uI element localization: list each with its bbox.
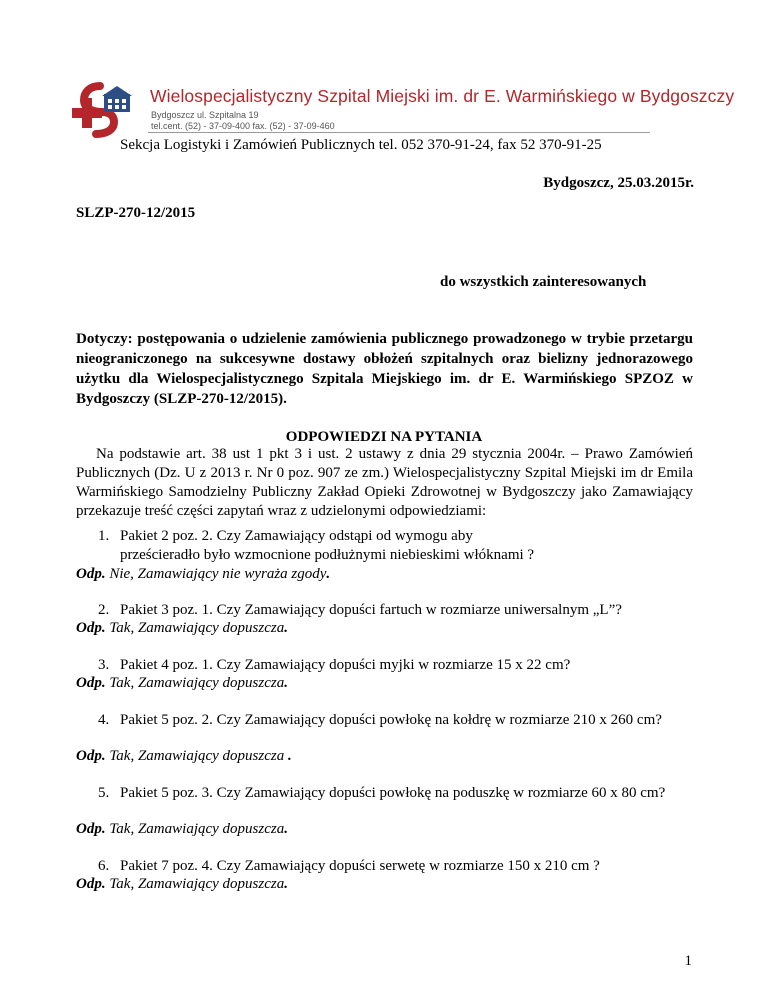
qa-item-6 [98,857,718,876]
qa-number: 3. [98,657,110,673]
heading: ODPOWIEDZI NA PYTANIA [285,429,483,445]
place-date: Bydgoszcz, 25.03.2015r. [543,175,694,191]
page-number: 1 [684,953,692,969]
intro-paragraph: Na podstawie art. 38 ust 1 pkt 3 i ust. 2 ustawy z dnia 29 stycznia 2004r. – Prawo Zamówień Publicznych (Dz. U z 2013 r. Nr 0 poz. 907 ze zm.) Wielospecjalistyczny Szpital Miejski im dr Emila Warmińskiego Samodzielny Publiczny Zakład Opieki Zdrowotnej w Bydgoszczy jako Zamawiający przekazuje treść części zapytań wraz z udzielonymi odpowiedziami: [76,446,693,519]
answer-prefix: Odp. [76,620,106,636]
qa-question: Pakiet 5 poz. 3. Czy Zamawiający dopuści powłokę na poduszkę w rozmiarze 60 x 80 cm? [120,785,666,801]
qa-question: Pakiet 7 poz. 4. Czy Zamawiający dopuści serwetę w rozmiarze 150 x 210 cm ? [120,858,600,874]
answer-text: Tak, Zamawiający dopuszcza [109,675,285,691]
answer-end: . [284,821,288,837]
answer-end: . [284,620,288,636]
subject: Dotyczy: postępowania o udzielenie zamówienia publicznego prowadzonego w trybie przetargu nieograniczonego na sukcesywne dostawy obłożeń szpitalnych oraz bielizny jednorazowego użytku dla Wielospecjalistycznego Szpitala Miejskiego im. dr E. Warmińskiego SPZOZ w Bydgoszczy (SLZP-270-12/2015). [76,331,693,407]
answer-prefix: Odp. [76,876,106,892]
qa-answer-3 [76,675,288,692]
qa-answer-4 [76,748,292,765]
answer-text: Tak, Zamawiający dopuszcza [109,876,285,892]
qa-number: 2. [98,602,110,618]
answer-prefix: Odp. [76,675,106,691]
answer-text: Tak, Zamawiający dopuszcza [109,821,285,837]
qa-item-4 [98,711,698,730]
answer-prefix: Odp. [76,748,106,764]
answer-end: . [287,748,292,764]
qa-answer-2 [76,620,288,637]
qa-answer-1 [76,566,330,583]
qa-number: 4. [98,712,110,728]
answer-text: Nie, Zamawiający nie wyraża zgody [109,566,327,582]
qa-question: Pakiet 3 poz. 1. Czy Zamawiający dopuści fartuch w rozmiarze uniwersalnym „L”? [120,602,622,618]
section-line: Sekcja Logistyki i Zamówień Publicznych tel. 052 370-91-24, fax 52 370-91-25 [120,137,602,153]
answer-end: . [284,876,288,892]
addressee: do wszystkich zainteresowanych [440,274,647,290]
qa-number: 6. [98,858,110,874]
qa-question: Pakiet 2 poz. 2. Czy Zamawiający odstąpi od wymogu aby prześcieradło było wzmocnione podłużnymi niebieskimi włóknami ? [120,528,535,563]
hospital-logo [70,80,140,144]
reference-number: SLZP-270-12/2015 [76,205,196,221]
qa-item-2 [98,601,698,620]
hospital-name: Wielospecjalistyczny Szpital Miejski im. dr E. Warmińskiego w Bydgoszczy [150,86,735,106]
address-line-2: tel.cent. (52) - 37-09-400 fax. (52) - 37-09-460 [151,121,335,131]
qa-number: 5. [98,785,110,801]
answer-text: Tak, Zamawiający dopuszcza [109,748,288,764]
qa-number: 1. [98,528,110,544]
qa-answer-6 [76,876,288,893]
answer-text: Tak, Zamawiający dopuszcza [109,620,285,636]
answer-prefix: Odp. [76,566,106,582]
qa-item-1 [98,527,538,565]
answer-prefix: Odp. [76,821,106,837]
qa-item-3 [98,656,698,675]
answer-end: . [284,675,288,691]
answer-end: . [326,566,331,582]
qa-question: Pakiet 5 poz. 2. Czy Zamawiający dopuści powłokę na kołdrę w rozmiarze 210 x 260 cm? [120,712,662,728]
qa-answer-5 [76,821,288,838]
header-divider [148,132,650,133]
qa-question: Pakiet 4 poz. 1. Czy Zamawiający dopuści myjki w rozmiarze 15 x 22 cm? [120,657,571,673]
hospital-address [151,110,335,132]
address-line-1: Bydgoszcz ul. Szpitalna 19 [151,110,259,120]
qa-item-5 [98,784,698,803]
